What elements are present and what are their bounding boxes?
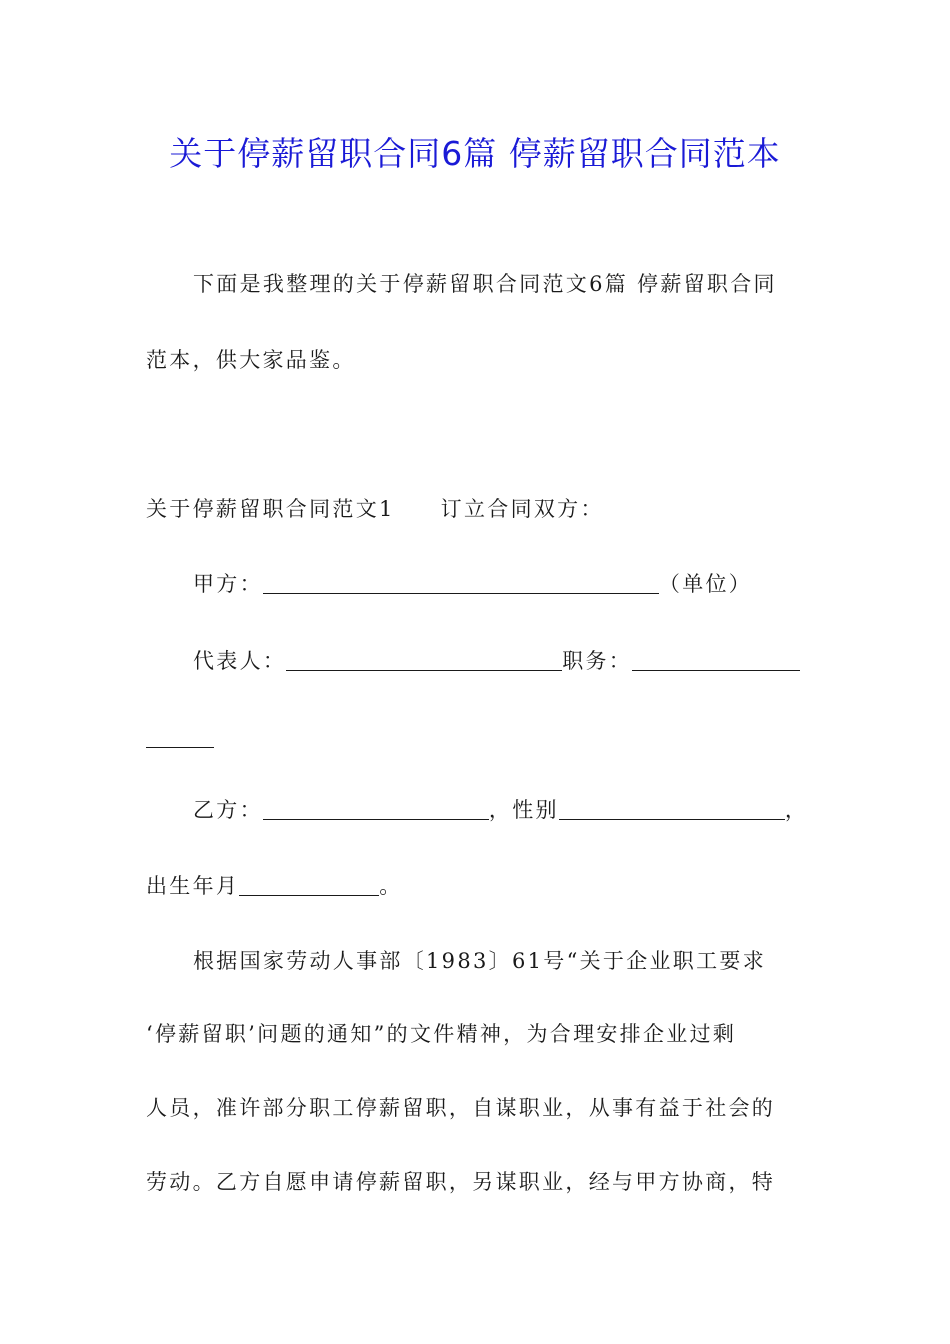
representative-label: 代表人： xyxy=(193,649,287,673)
birth-end: 。 xyxy=(379,874,403,898)
position-blank-continued[interactable] xyxy=(146,723,214,748)
party-b-label: 乙方： xyxy=(193,798,263,822)
section-subheading: 订立合同双方： xyxy=(440,497,604,521)
body-line-2: ‘停薪留职’问题的通知”的文件精神，为合理安排企业过剩 xyxy=(146,1022,737,1046)
body-line-3: 人员，准许部分职工停薪留职，自谋职业，从事有益于社会的 xyxy=(146,1096,776,1120)
document-title: 关于停薪留职合同6篇 停薪留职合同范本 xyxy=(169,134,781,173)
birth-blank[interactable] xyxy=(239,871,379,896)
intro-line-1: 下面是我整理的关于停薪留职合同范文6篇 停薪留职合同 xyxy=(193,272,777,296)
position-blank-continued-line xyxy=(146,718,214,758)
intro-line-2: 范本，供大家品鉴。 xyxy=(146,348,356,372)
position-blank[interactable] xyxy=(632,646,800,671)
position-label: 职务： xyxy=(562,649,633,673)
gender-label: ，性别 xyxy=(488,798,559,822)
party-a-blank[interactable] xyxy=(263,569,659,594)
section-heading: 关于停薪留职合同范文1 xyxy=(146,497,395,521)
representative-line xyxy=(193,641,800,681)
gender-blank[interactable] xyxy=(559,795,785,820)
birth-label: 出生年月 xyxy=(146,874,240,898)
party-b-comma: ， xyxy=(784,798,809,822)
body-line-1: 根据国家劳动人事部〔1983〕61号“关于企业职工要求 xyxy=(193,949,766,973)
party-a-line xyxy=(193,564,752,604)
party-b-blank[interactable] xyxy=(263,795,489,820)
party-a-label: 甲方： xyxy=(193,572,263,596)
party-b-line xyxy=(193,790,808,830)
section-heading-line xyxy=(146,489,604,529)
birth-line xyxy=(146,866,403,906)
party-a-unit-suffix: （单位） xyxy=(658,572,753,596)
body-line-4: 劳动。乙方自愿申请停薪留职，另谋职业，经与甲方协商，特 xyxy=(146,1170,776,1194)
representative-blank[interactable] xyxy=(286,646,562,671)
